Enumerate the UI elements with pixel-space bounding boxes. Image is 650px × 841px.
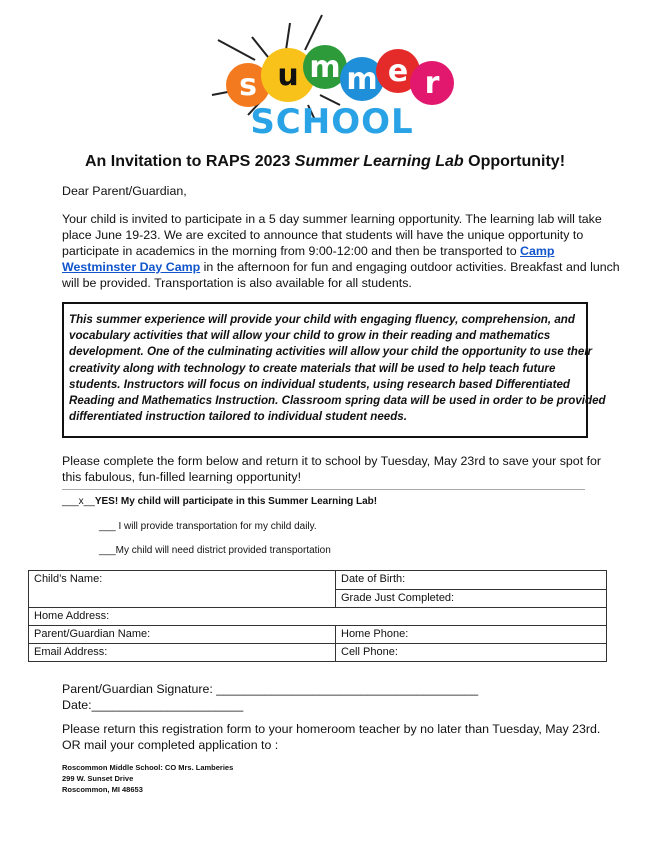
instructions-paragraph [62, 453, 601, 485]
cell-phone-field[interactable]: Cell Phone: [336, 644, 607, 662]
divider [62, 489, 585, 490]
mailing-address [62, 762, 233, 795]
text-line: creativity along with technology to create materials that will be used to help teach future [69, 361, 556, 375]
address-line: Roscommon, MI 48653 [62, 785, 143, 794]
text-line: Westminster Day Camp in the afternoon for fun and engaging outdoor activities. Breakfast and lunch [62, 260, 620, 274]
guardian-name-field[interactable]: Parent/Guardian Name: [29, 626, 336, 644]
intro-paragraph [62, 211, 620, 291]
home-phone-field[interactable]: Home Phone: [336, 626, 607, 644]
text-line: development. One of the culminating activities will allow your child the opportunity to use their [69, 345, 593, 359]
camp-link[interactable]: Camp [520, 244, 555, 258]
text-line: this fabulous, fun-filled learning opportunity! [62, 470, 302, 484]
logo-letter: s [239, 68, 257, 103]
address-line: Roscommon Middle School: CO Mrs. Lamberies [62, 763, 234, 772]
address-line: 299 W. Sunset Drive [62, 774, 134, 783]
yes-checkbox-line[interactable]: ___x__YES! My child will participate in this Summer Learning Lab! [62, 496, 378, 507]
date-line[interactable]: Date:______________________ [62, 698, 244, 712]
greeting: Dear Parent/Guardian, [62, 184, 187, 198]
dob-field[interactable]: Date of Birth: [336, 571, 607, 590]
text-line: vocabulary activities that will allow your child to grow in their reading and mathematics [69, 329, 551, 343]
text-line: Your child is invited to participate in a 5 day summer learning opportunity. The learning lab will take [62, 212, 602, 226]
home-address-field[interactable]: Home Address: [29, 608, 607, 626]
option-own-transportation[interactable]: ___ I will provide transportation for my child daily. [99, 521, 317, 532]
logo-letter: u [277, 58, 299, 93]
text-line: place June 19-23. We are excited to announce that students will have the unique opportunity to [62, 228, 584, 242]
return-instructions [62, 721, 600, 753]
camp-link[interactable]: Westminster Day Camp [62, 260, 201, 274]
text-line: Please complete the form below and return it to school by Tuesday, May 23rd to save your spot for [62, 454, 602, 468]
summer-school-logo [200, 5, 460, 140]
child-name-field[interactable]: Child’s Name: [29, 571, 336, 608]
logo-letter: m [309, 50, 341, 85]
text-line: differentiated instruction tailored to individual student needs. [69, 410, 407, 424]
logo-letter: r [424, 66, 440, 101]
signature-line[interactable]: Parent/Guardian Signature: ______________________________________ [62, 682, 479, 696]
text-line: students. Instructors will focus on individual students, using research based Differentiated [69, 377, 570, 391]
text-line: will be provided. Transportation is also available for all students. [62, 276, 412, 290]
page-title: An Invitation to RAPS 2023 Summer Learning Lab Opportunity! [84, 153, 566, 170]
logo-school-word: SCHOOL [250, 102, 414, 140]
option-district-transportation[interactable]: ___My child will need district provided transportation [99, 545, 331, 556]
logo-letter: m [346, 62, 378, 97]
grade-field[interactable]: Grade Just Completed: [336, 589, 607, 608]
text-line: This summer experience will provide your child with engaging fluency, comprehension, and [69, 313, 575, 326]
logo-letter: e [387, 54, 409, 89]
registration-form-table [28, 570, 607, 662]
text-line: participate in academics in the morning from 9:00-12:00 and then be transported to Camp [62, 244, 555, 258]
highlight-box [62, 302, 606, 438]
text-line: Please return this registration form to your homeroom teacher by no later than Tuesday, May 23rd. [62, 722, 601, 736]
text-line: Reading and Mathematics Instruction. Classroom spring data will be used in order to be provided [69, 394, 606, 408]
email-field[interactable]: Email Address: [29, 644, 336, 662]
text-line: OR mail your completed application to : [62, 738, 279, 752]
